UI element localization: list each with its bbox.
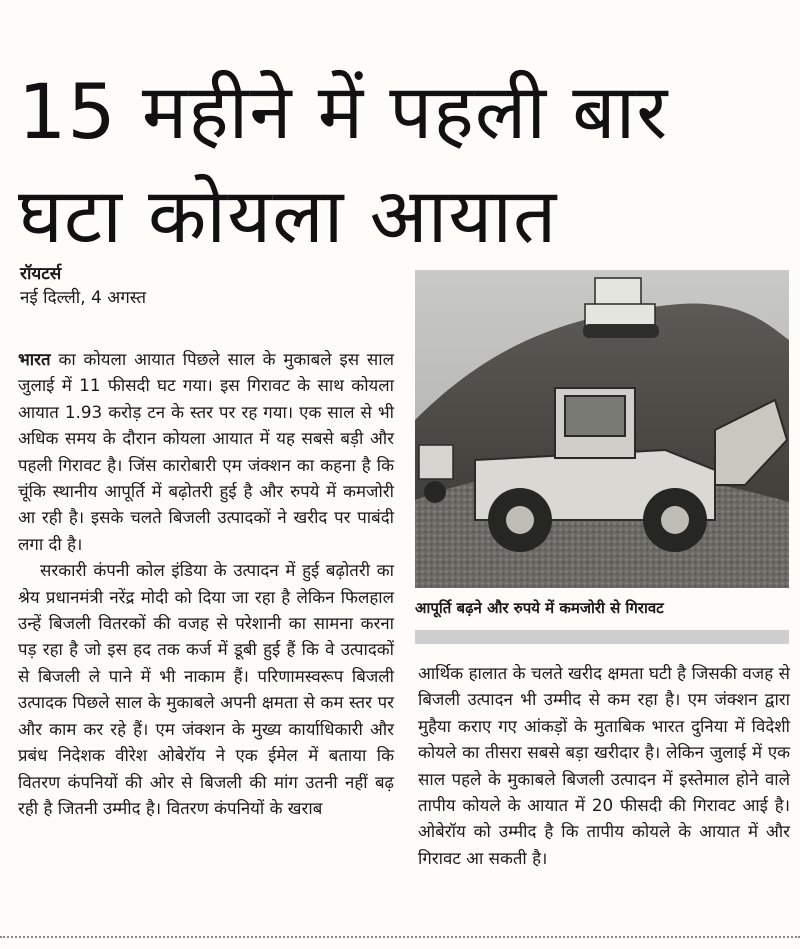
bulldozer-photo-image [415,270,789,588]
dateline: नई दिल्ली, 4 अगस्त [20,288,147,308]
caption-divider [415,630,789,644]
article-paragraph-2: सरकारी कंपनी कोल इंडिया के उत्पादन में हुई बढ़ोतरी का श्रेय प्रधानमंत्री नरेंद्र मोदी को दिया जा रहा है लेकिन फिलहाल उन्हें बिजली वितरकों की वजह से परेशानी का सामना करना पड़ रहा है जो इस हद तक कर्ज में डूबी हुई हैं कि वे उत्पादकों से बिजली ले पाने में भी नाकाम हैं। परिणामस्वरूप बिजली उत्पादक पिछले साल के मुकाबले अपनी क्षमता से कम स्तर पर और काम कर रहे हैं। एम जंक्शन के मुख्य कार्याधिकारी और प्रबंध निदेशक वीरेश ओबेरॉय ने एक ईमेल में बताया कि वितरण कंपनियों की ओर से बिजली की मांग उतनी नहीं बढ़ रही है जितनी उम्मीद है। वितरण कंपनियों के खराब [18,560,394,818]
lead-word: भारत [18,349,51,369]
headline: 15 महीने में पहली बार घटा कोयला आयात [18,67,669,260]
article-paragraph-1 [18,346,394,557]
article-column-left [18,346,394,821]
photo-caption: आपूर्ति बढ़ने और रुपये में कमजोरी से गिरावट [415,599,664,617]
bottom-dotted-divider [0,936,800,938]
coal-mine-photo [415,270,789,588]
article-paragraph-3: आर्थिक हालात के चलते खरीद क्षमता घटी है जिसकी वजह से बिजली उत्पादन भी उम्मीद से कम रहा है। एम जंक्शन द्वारा मुहैया कराए गए आंकड़ों के मुताबिक भारत दुनिया में विदेशी कोयले का तीसरा सबसे बड़ा खरीदार है। लेकिन जुलाई में एक साल पहले के मुकाबले बिजली उत्पादन में इस्तेमाल होने वाले तापीय कोयले के आयात में 20 फीसदी की गिरावट आई है। ओबेरॉय को उम्मीद है कि तापीय कोयले के आयात में और गिरावट आ सकती है। [418,663,790,868]
news-agency: रॉयटर्स [20,264,62,284]
paragraph-1-text: का कोयला आयात पिछले साल के मुकाबले इस साल जुलाई में 11 फीसदी घट गया। इस गिरावट के साथ कोयला आयात 1.93 करोड़ टन के स्तर पर रह गया। एक साल से भी अधिक समय के दौरान कोयला आयात में यह सबसे बड़ी और पहली गिरावट है। जिंस कारोबारी एम जंक्शन का कहना है कि चूंकि स्थानीय आपूर्ति में बढ़ोतरी हुई है और रुपये में कमजोरी आ रही है। इसके चलते बिजली उत्पादकों ने खरीद पर पाबंदी लगा दी है। [18,349,394,554]
article-column-right [418,660,790,871]
byline [20,262,400,310]
